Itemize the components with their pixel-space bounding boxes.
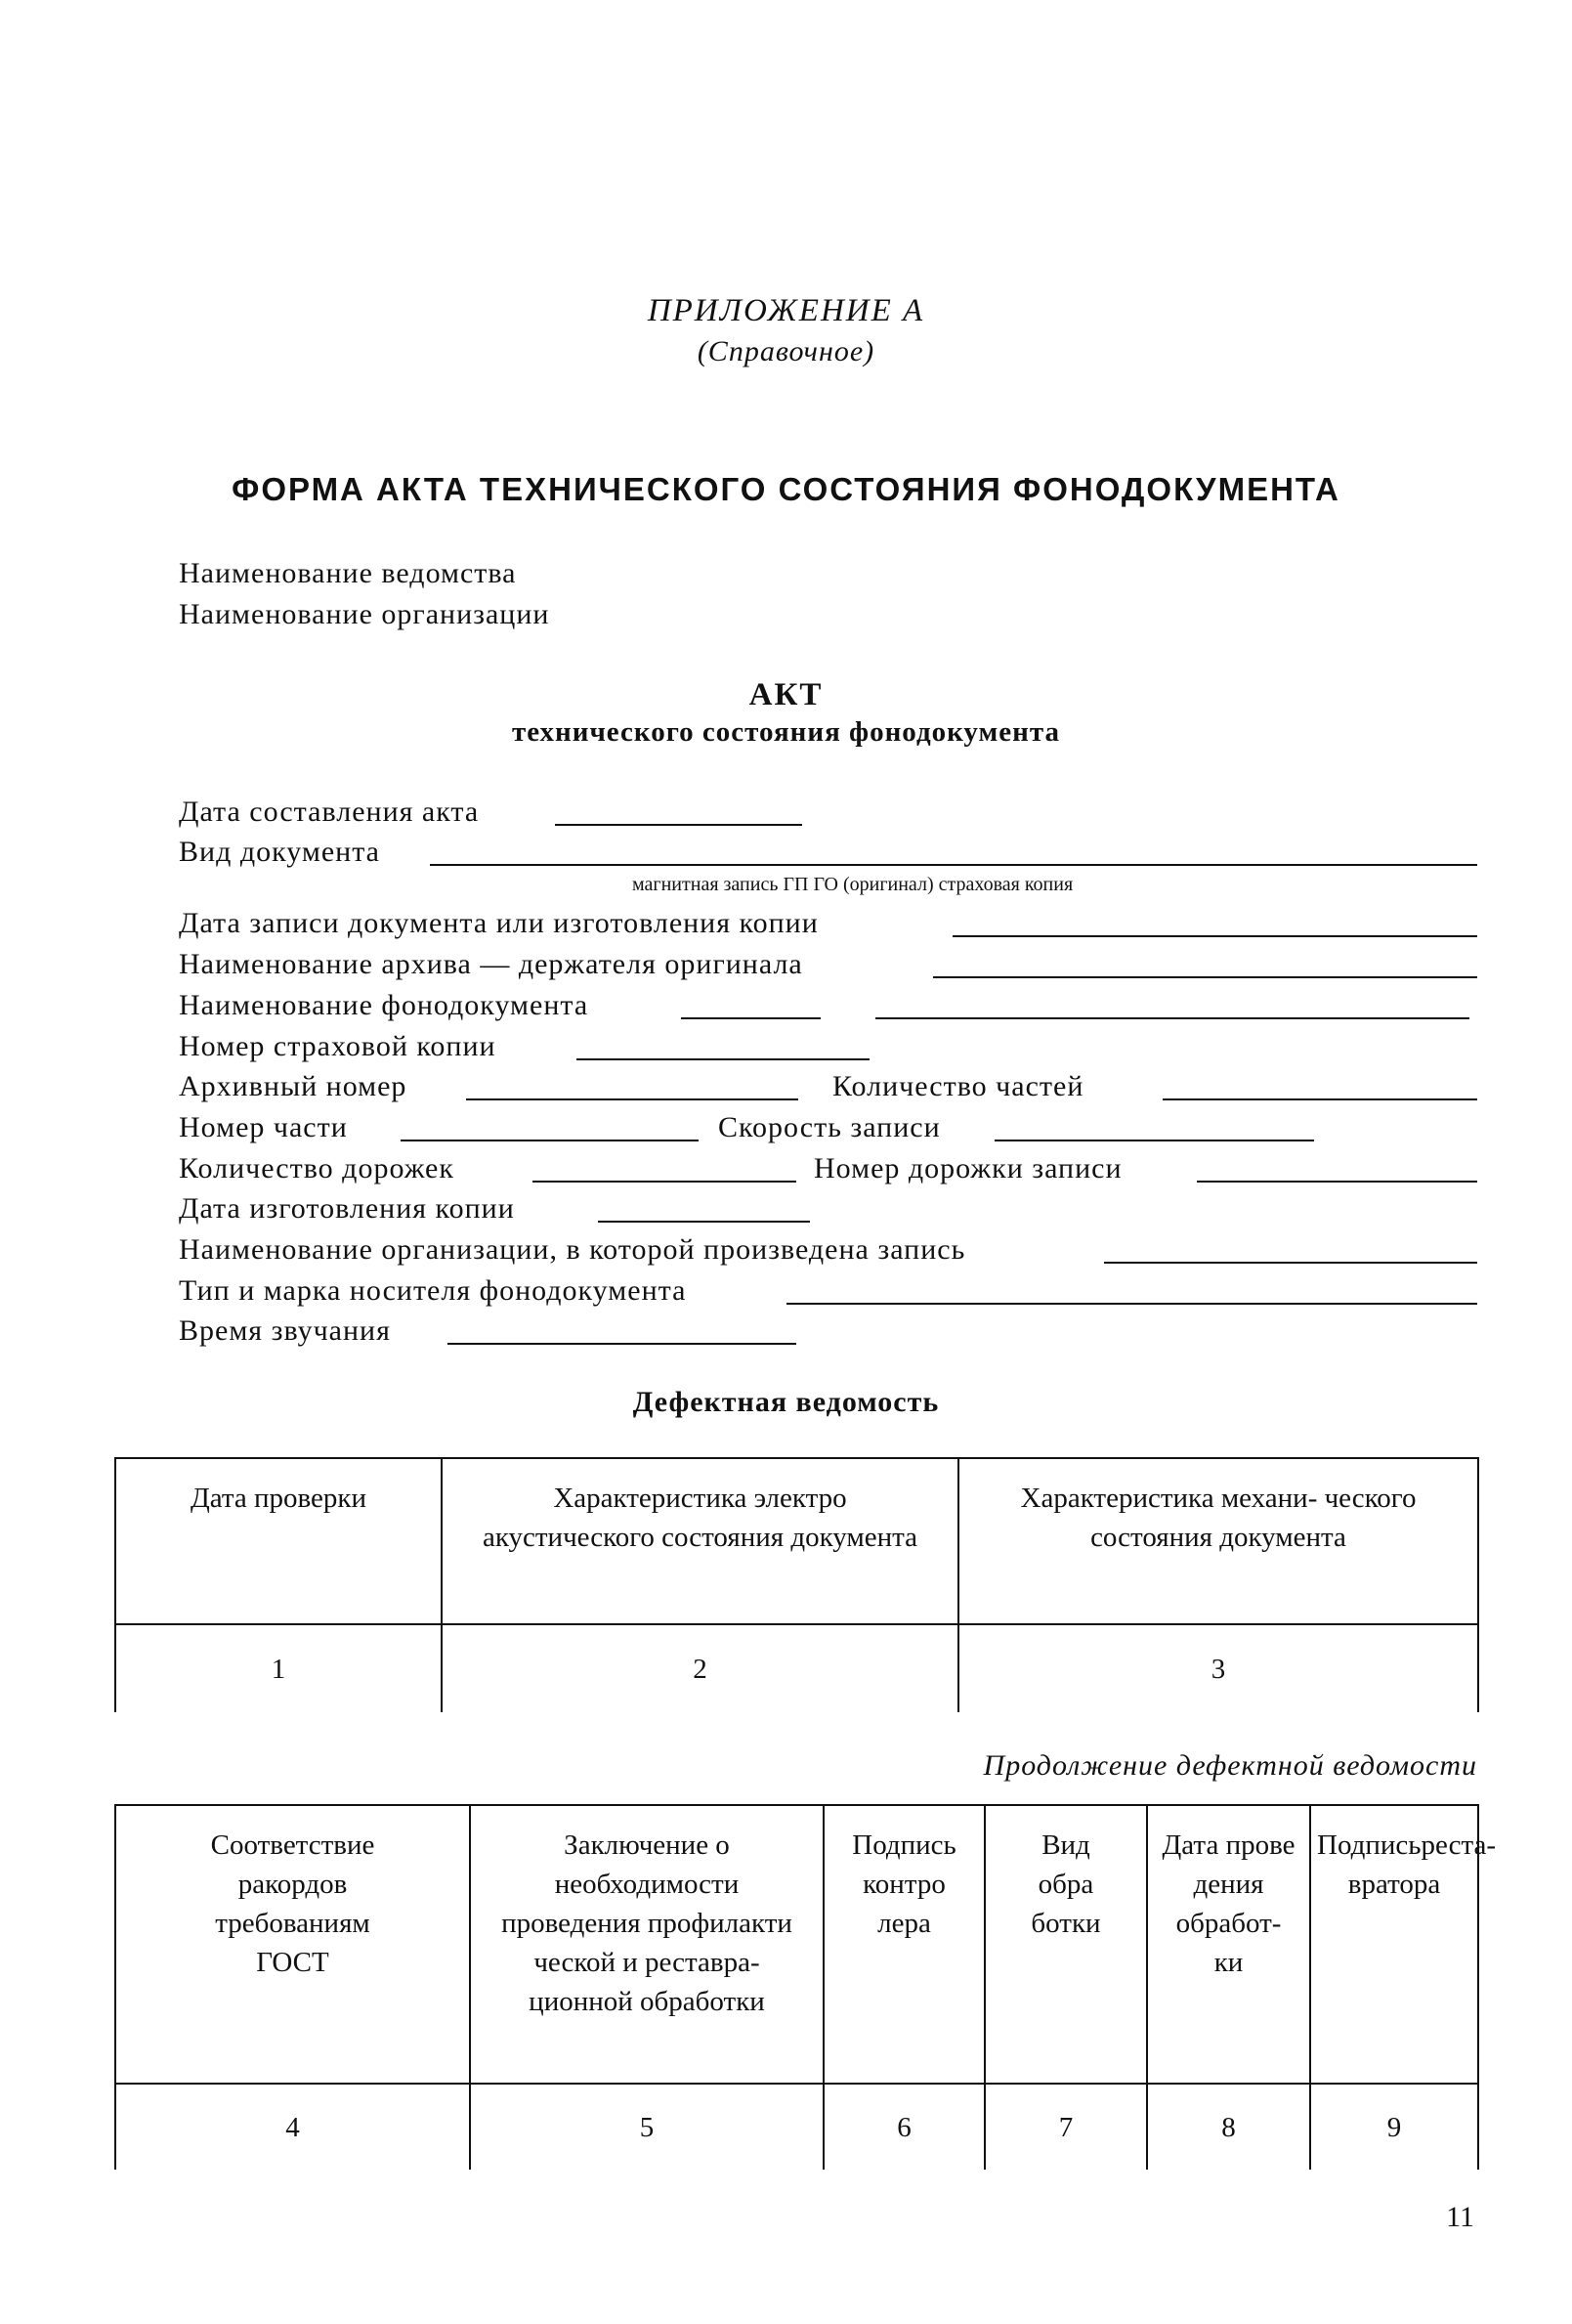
- field-record-speed-line[interactable]: [995, 1140, 1314, 1141]
- appendix-title: ПРИЛОЖЕНИЕ А: [647, 293, 925, 328]
- field-archive-name-line[interactable]: [933, 976, 1477, 978]
- field-track-no-line[interactable]: [1197, 1181, 1477, 1183]
- defect-col-number: 2: [442, 1624, 958, 1712]
- field-insurance-copy-label: Номер страховой копии: [179, 1030, 496, 1062]
- appendix-subtitle: (Справочное): [697, 335, 875, 367]
- defect-col-number: 3: [958, 1624, 1478, 1712]
- field-track-no-label: Номер дорожки записи: [814, 1152, 1123, 1184]
- field-part-no-label: Номер части: [179, 1111, 348, 1143]
- field-duration-label: Время звучания: [179, 1314, 391, 1347]
- field-doc-type-line[interactable]: [430, 864, 1477, 866]
- defect-header-mechanical: Характеристика механи- ческого состояния документа: [958, 1458, 1478, 1624]
- field-archive-name-label: Наименование архива — держателя оригинала: [179, 948, 803, 980]
- field-date-act-line[interactable]: [555, 824, 802, 826]
- form-title: ФОРМА АКТА ТЕХНИЧЕСКОГО СОСТОЯНИЯ ФОНОДОКУМЕНТА: [232, 471, 1340, 507]
- defect-col-number: 1: [115, 1624, 442, 1712]
- defect-sheet-title: Дефектная ведомость: [632, 1386, 940, 1418]
- field-doc-type-label: Вид документа: [179, 836, 380, 868]
- field-copy-date-line[interactable]: [598, 1221, 810, 1223]
- field-phonodoc-name-line-2[interactable]: [875, 1017, 1469, 1019]
- field-parts-count-line[interactable]: [1163, 1098, 1477, 1100]
- cont-col-number: 7: [985, 2084, 1147, 2170]
- field-date-act-label: Дата составления акта: [179, 796, 480, 828]
- organization-label: Наименование организации: [179, 598, 550, 630]
- cont-col-number: 4: [115, 2084, 470, 2170]
- field-recording-org-line[interactable]: [1104, 1262, 1477, 1264]
- field-date-record-line[interactable]: [953, 935, 1477, 937]
- page-number: 11: [1446, 2201, 1474, 2233]
- field-record-speed-label: Скорость записи: [718, 1111, 941, 1143]
- defect-header-electro: Характеристика электро акустического состояния документа: [442, 1458, 958, 1624]
- cont-col-number: 9: [1310, 2084, 1478, 2170]
- field-part-no-line[interactable]: [401, 1140, 699, 1141]
- act-subtitle: технического состояния фонодокумента: [512, 716, 1060, 748]
- cont-col-number: 5: [470, 2084, 824, 2170]
- cont-header-treatment-date: Дата прове дения обработ- ки: [1147, 1805, 1310, 2084]
- field-copy-date-label: Дата изготовления копии: [179, 1192, 515, 1225]
- cont-header-controller-signature: Подпись контро лера: [824, 1805, 985, 2084]
- field-date-record-label: Дата записи документа или изготовления копии: [179, 907, 819, 939]
- ministry-label: Наименование ведомства: [179, 557, 517, 589]
- defect-continuation-title: Продолжение дефектной ведомости: [983, 1749, 1477, 1782]
- field-archive-no-label: Архивный номер: [179, 1070, 407, 1102]
- defect-header-date: Дата проверки: [115, 1458, 442, 1624]
- cont-col-number: 6: [824, 2084, 985, 2170]
- field-phonodoc-name-label: Наименование фонодокумента: [179, 989, 589, 1021]
- field-archive-no-line[interactable]: [466, 1098, 798, 1100]
- field-phonodoc-name-line-1[interactable]: [681, 1017, 821, 1019]
- cont-header-conclusion: Заключение о необходимости проведения профилакти ческой и реставра- ционной обработки: [470, 1805, 824, 2084]
- field-duration-line[interactable]: [447, 1343, 796, 1345]
- field-insurance-copy-line[interactable]: [576, 1058, 870, 1060]
- field-tracks-count-line[interactable]: [532, 1181, 796, 1183]
- field-doc-type-hint: магнитная запись ГП ГО (оригинал) страховая копия: [632, 874, 1074, 895]
- defect-continuation-table: [114, 1804, 1497, 2170]
- field-carrier-type-label: Тип и марка носителя фонодокумента: [179, 1274, 687, 1307]
- field-tracks-count-label: Количество дорожек: [179, 1152, 454, 1184]
- cont-header-leaders-gost: Соответствие ракордов требованиям ГОСТ: [115, 1805, 470, 2084]
- cont-col-number: 8: [1147, 2084, 1310, 2170]
- act-title: АКТ: [748, 677, 824, 712]
- field-carrier-type-line[interactable]: [786, 1303, 1477, 1305]
- defect-sheet-table: [114, 1457, 1479, 1712]
- cont-header-treatment-type: Вид обра ботки: [985, 1805, 1147, 2084]
- field-recording-org-label: Наименование организации, в которой произведена запись: [179, 1233, 966, 1266]
- field-parts-count-label: Количество частей: [832, 1070, 1084, 1102]
- cont-header-restorer-signature: Подписьреста- вратора: [1310, 1805, 1478, 2084]
